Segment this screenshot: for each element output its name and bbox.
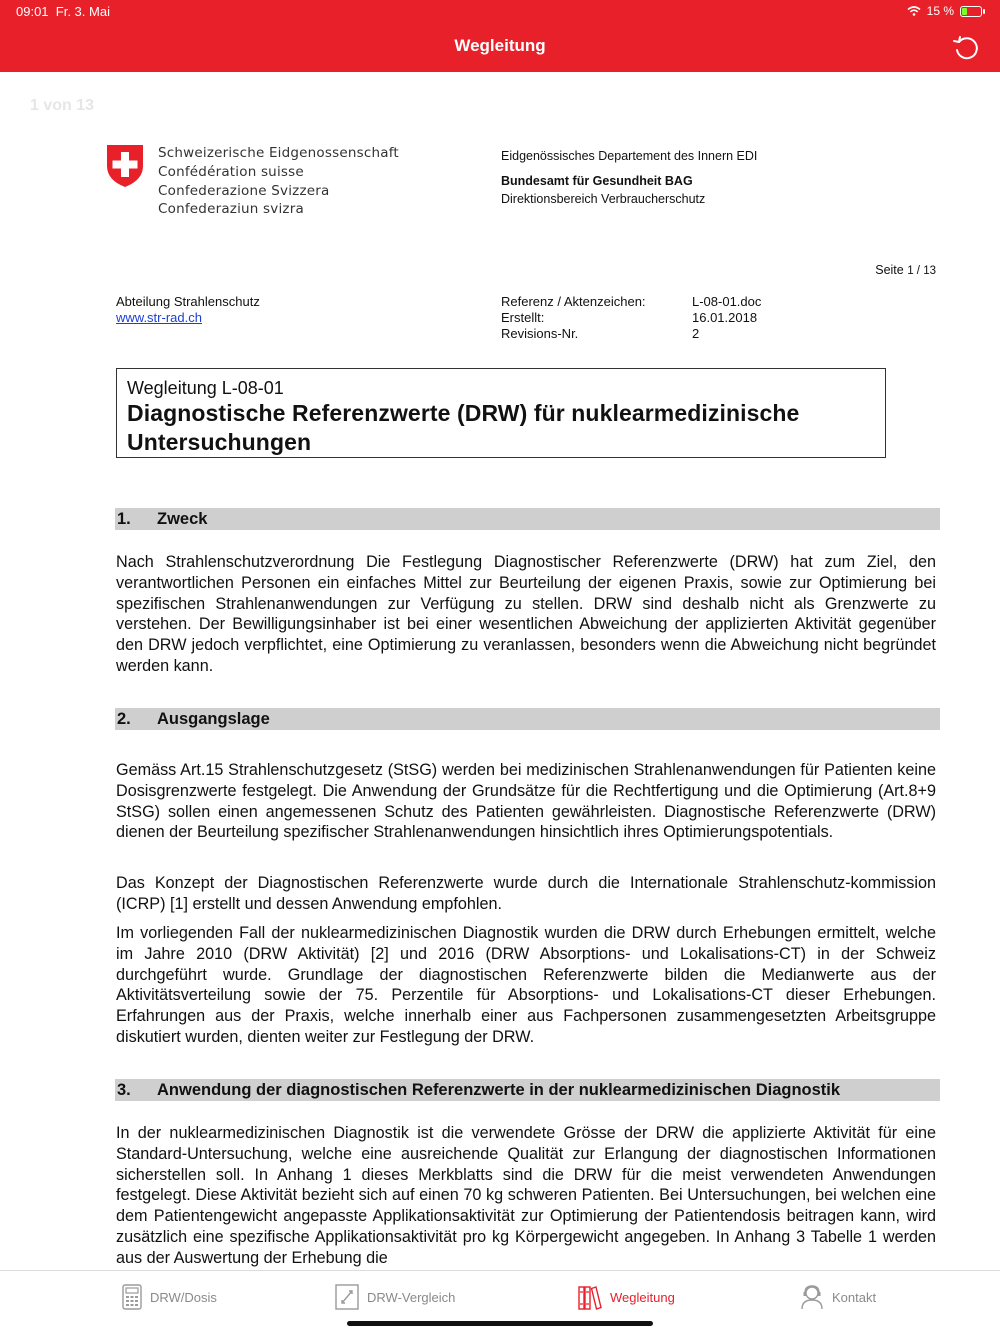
contact-icon: [800, 1284, 824, 1310]
tab-wegleitung[interactable]: [578, 1283, 675, 1311]
battery-percent: 15 %: [926, 4, 954, 18]
department-name: Abteilung Strahlenschutz: [116, 294, 260, 309]
authority-block: [501, 147, 757, 208]
website-link[interactable]: www.str-rad.ch: [116, 310, 202, 325]
page-label: Seite: [875, 263, 904, 277]
section-number: 3.: [117, 1081, 131, 1099]
paragraph-anwendung: In der nuklearmedizinischen Diagnostik ist die verwendete Grösse der DRW die applizierte Aktivität für eine Standard-Untersuchung, welche eine ausreichende Qualität zur Erlangung der diagnostischen Informationen sicherstellen soll. In Anhang 1 dieses Merkblatts sind die DRW für die meist verwendeten Anwendungen festgelegt. Diese Aktivität bezieht sich auf einen 70 kg schweren Patienten. Bei Untersuchungen, bei welchen eine dem Patientengewicht angepasste Applikationsaktivität zur Optimierung der Patientendosis beitragen kann, wird zusätzlich eine spezifische Applikationsaktivität pro kg Körpergewicht angegeben. In Anhang 3 Tabelle 1 werden aus der Auswertung der Erhebung die: [116, 1124, 936, 1267]
meta-row-created: [501, 310, 761, 326]
tab-drw-dosis[interactable]: [122, 1283, 217, 1311]
section-heading-zweck: [115, 508, 940, 530]
page-num-value: 1 / 13: [907, 265, 936, 277]
section-heading-anwendung: [115, 1079, 940, 1101]
ref-label: Referenz / Aktenzeichen:: [501, 294, 646, 309]
tab-label: DRW-Vergleich: [367, 1289, 456, 1305]
reload-icon[interactable]: [950, 32, 982, 64]
conf-name-it: Confederazione Svizzera: [158, 182, 330, 199]
home-indicator[interactable]: [347, 1321, 653, 1326]
wifi-icon: [907, 6, 921, 16]
department-block: [116, 294, 260, 326]
status-date: Fr. 3. Mai: [55, 4, 110, 19]
conf-name-de: Schweizerische Eidgenossenschaft: [158, 145, 399, 161]
section-heading-ausgangslage: [115, 708, 940, 730]
document-title-line1: Diagnostische Referenzwerte (DRW) für nuklearmedizinische: [127, 400, 800, 426]
document-title-box: [116, 368, 886, 458]
status-time: [16, 4, 110, 19]
created-label: Erstellt:: [501, 310, 545, 325]
section-title: Zweck: [157, 510, 208, 528]
section-number: 1.: [117, 510, 131, 528]
revision-label: Revisions-Nr.: [501, 326, 579, 341]
bag-name: Bundesamt für Gesundheit BAG: [501, 174, 693, 188]
battery-icon: [960, 6, 982, 17]
confederation-names: [158, 144, 399, 219]
paragraph-ausgangslage-1: Gemäss Art.15 Strahlenschutzgesetz (StSG) werden bei medizinischen Strahlenanwendungen für Patienten keine Dosisgrenzwerte festgelegt. Die Anwendung der Grundsätze für die Rechtfertigung und die Optimierung (Art.8+9 StSG) sollen einen angemessenen Schutz des Patienten gewährleisten. Diagnostische Referenzwerte (DRW) dienen der Beurteilung spezifischer Strahlenanwendungen hinsichtlich ihres Optimierungspotentials.: [116, 761, 936, 842]
tab-drw-vergleich[interactable]: [335, 1283, 455, 1311]
paragraph-ausgangslage-3: Im vorliegenden Fall der nuklearmedizinischen Diagnostik wurden die DRW durch Erhebungen ermittelt, welche im Jahre 2010 (DRW Aktivität) [2] und 2016 (DRW Absorptions- und Lokalisations-CT) in der Schweiz durchgeführt wurde. Grundlage der diagnostischen Referenzwerte bilden die Medianwerte aus der Aktivitätsverteilung sowie der 75. Perzentile für Absorptions- und Lokalisations-CT dieser Erhebungen. Erfahrungen aus der Praxis, welche innerhalb einer aus Fachpersonen zusammengesetzten Arbeitsgruppe diskutiert wurden, dienten weiter zur Festlegung der DRW.: [116, 924, 936, 1046]
document-subtitle: Wegleitung L-08-01: [127, 378, 284, 398]
created-value: 16.01.2018: [692, 310, 758, 325]
status-time-value: 09:01: [16, 4, 49, 19]
revision-value: 2: [692, 326, 700, 341]
books-icon: [578, 1284, 602, 1310]
page-counter: 1 von 13: [30, 97, 95, 114]
section-title: Anwendung der diagnostischen Referenzwerte in der nuklearmedizinischen Diagnostik: [157, 1081, 841, 1099]
document-title-line2: Untersuchungen: [127, 429, 312, 455]
app-bar: [0, 0, 1000, 72]
meta-row-revision: [501, 326, 761, 342]
tab-label: DRW/Dosis: [150, 1289, 217, 1305]
reference-meta: [501, 294, 761, 342]
tab-label: Kontakt: [832, 1289, 877, 1305]
direction-name: Direktionsbereich Verbraucherschutz: [501, 192, 706, 206]
page-number: [875, 263, 936, 277]
page-title: Wegleitung: [454, 36, 546, 55]
section-number: 2.: [117, 710, 131, 728]
conf-name-fr: Confédération suisse: [158, 163, 304, 180]
conf-name-rm: Confederaziun svizra: [158, 201, 304, 218]
calculator-icon: [122, 1284, 142, 1310]
document-viewer[interactable]: [0, 72, 1000, 1270]
compare-icon: [335, 1284, 359, 1310]
paragraph-ausgangslage-2: Das Konzept der Diagnostischen Referenzwerte wurde durch die Internationale Strahlenschutz-kommission (ICRP) [1] erstellt und dessen Anwendung empfohlen.: [116, 874, 936, 913]
swiss-coat-of-arms-logo: [106, 144, 144, 188]
edi-name: Eidgenössisches Departement des Innern EDI: [501, 149, 758, 163]
paragraph-zweck: Nach Strahlenschutzverordnung Die Festlegung Diagnostischer Referenzwerte (DRW) hat zum Ziel, den verantwortlichen Personen ein einfaches Mittel zur Beurteilung der eigenen Praxis, sowie zur Optimierung bei spezifischen Strahlenanwendungen zur Verfügung zu stellen. DRW sind deshalb nicht als Grenzwerte zu verstehen. Der Bewilligungsinhaber ist bei einer wesentlichen Abweichung der applizierten Aktivität gegenüber den DRW jedoch verpflichtet, eine Optimierung zu veranlassen, besonders wenn die Abweichung nicht begründet werden kann.: [116, 553, 936, 675]
tab-kontakt[interactable]: [800, 1283, 876, 1311]
status-indicators: [907, 4, 982, 18]
tab-label: Wegleitung: [610, 1289, 675, 1305]
meta-row-reference: [501, 294, 761, 310]
section-title: Ausgangslage: [157, 710, 270, 728]
ref-value: L-08-01.doc: [692, 294, 762, 309]
